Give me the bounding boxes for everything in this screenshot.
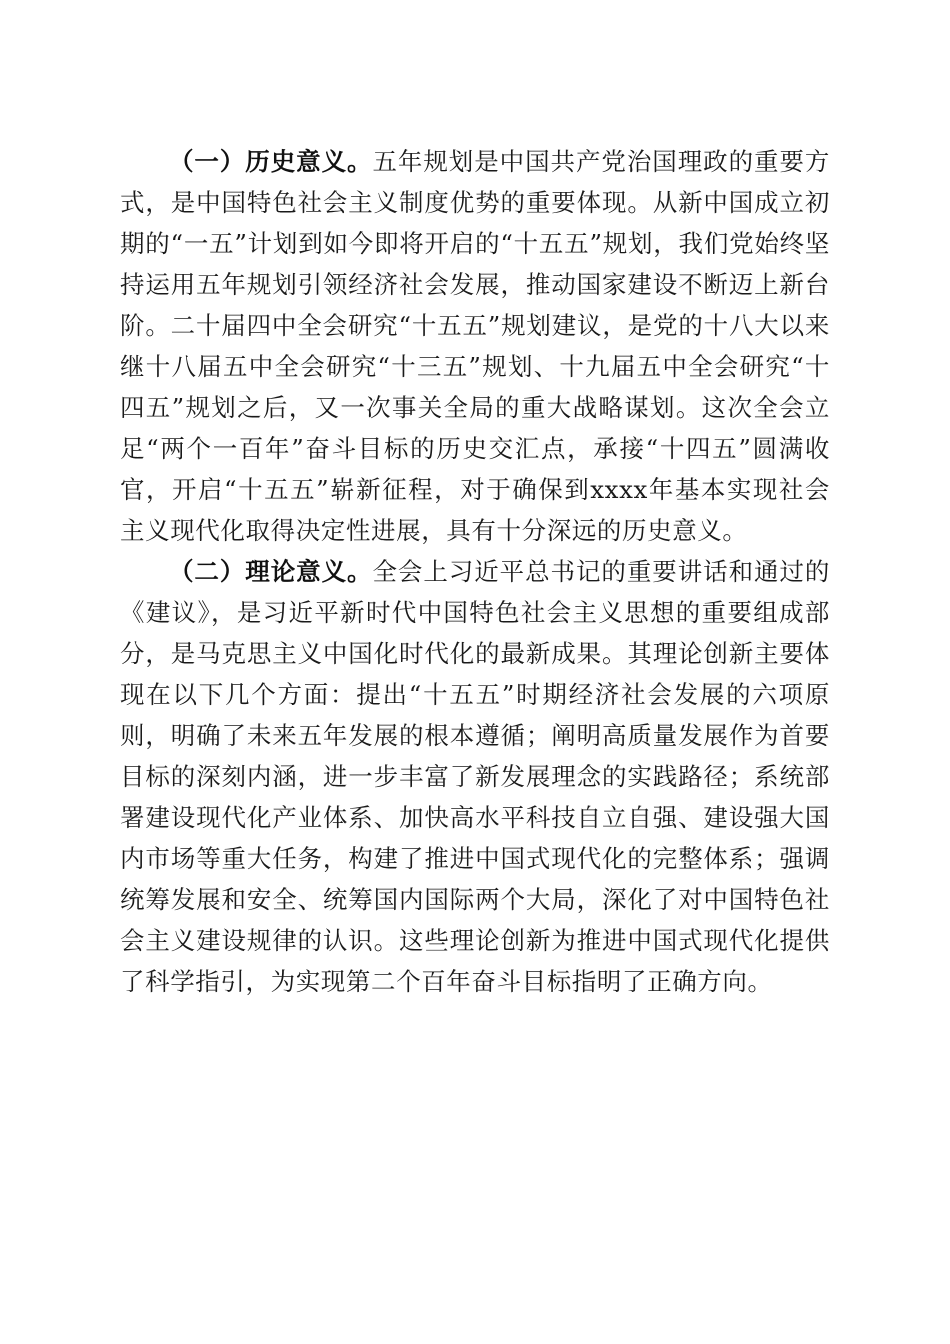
section-heading-historical: （一）历史意义。 bbox=[169, 147, 373, 176]
paragraph-theoretical-significance bbox=[120, 551, 830, 1002]
paragraph-historical-significance bbox=[120, 141, 830, 551]
document-body bbox=[120, 141, 830, 1002]
section-heading-theoretical: （二）理论意义。 bbox=[169, 557, 373, 586]
paragraph-text-historical: 五年规划是中国共产党治国理政的重要方式，是中国特色社会主义制度优势的重要体现。从新中国成立初期的“一五”计划到如今即将开启的“十五五”规划，我们党始终坚持运用五年规划引领经济社会发展，推动国家建设不断迈上新台阶。二十届四中全会研究“十五五”规划建议，是党的十八大以来继十八届五中全会研究“十三五”规划、十九届五中全会研究“十四五”规划之后，又一次事关全局的重大战略谋划。这次全会立足“两个一百年”奋斗目标的历史交汇点，承接“十四五”圆满收官，开启“十五五”崭新征程，对于确保到xxxx年基本实现社会主义现代化取得决定性进展，具有十分深远的历史意义。 bbox=[120, 147, 830, 545]
paragraph-text-theoretical: 全会上习近平总书记的重要讲话和通过的《建议》，是习近平新时代中国特色社会主义思想的重要组成部分，是马克思主义中国化时代化的最新成果。其理论创新主要体现在以下几个方面：提出“十五五”时期经济社会发展的六项原则，明确了未来五年发展的根本遵循；阐明高质量发展作为首要目标的深刻内涵，进一步丰富了新发展理念的实践路径；系统部署建设现代化产业体系、加快高水平科技自立自强、建设强大国内市场等重大任务，构建了推进中国式现代化的完整体系；强调统筹发展和安全、统筹国内国际两个大局，深化了对中国特色社会主义建设规律的认识。这些理论创新为推进中国式现代化提供了科学指引，为实现第二个百年奋斗目标指明了正确方向。 bbox=[120, 557, 830, 996]
